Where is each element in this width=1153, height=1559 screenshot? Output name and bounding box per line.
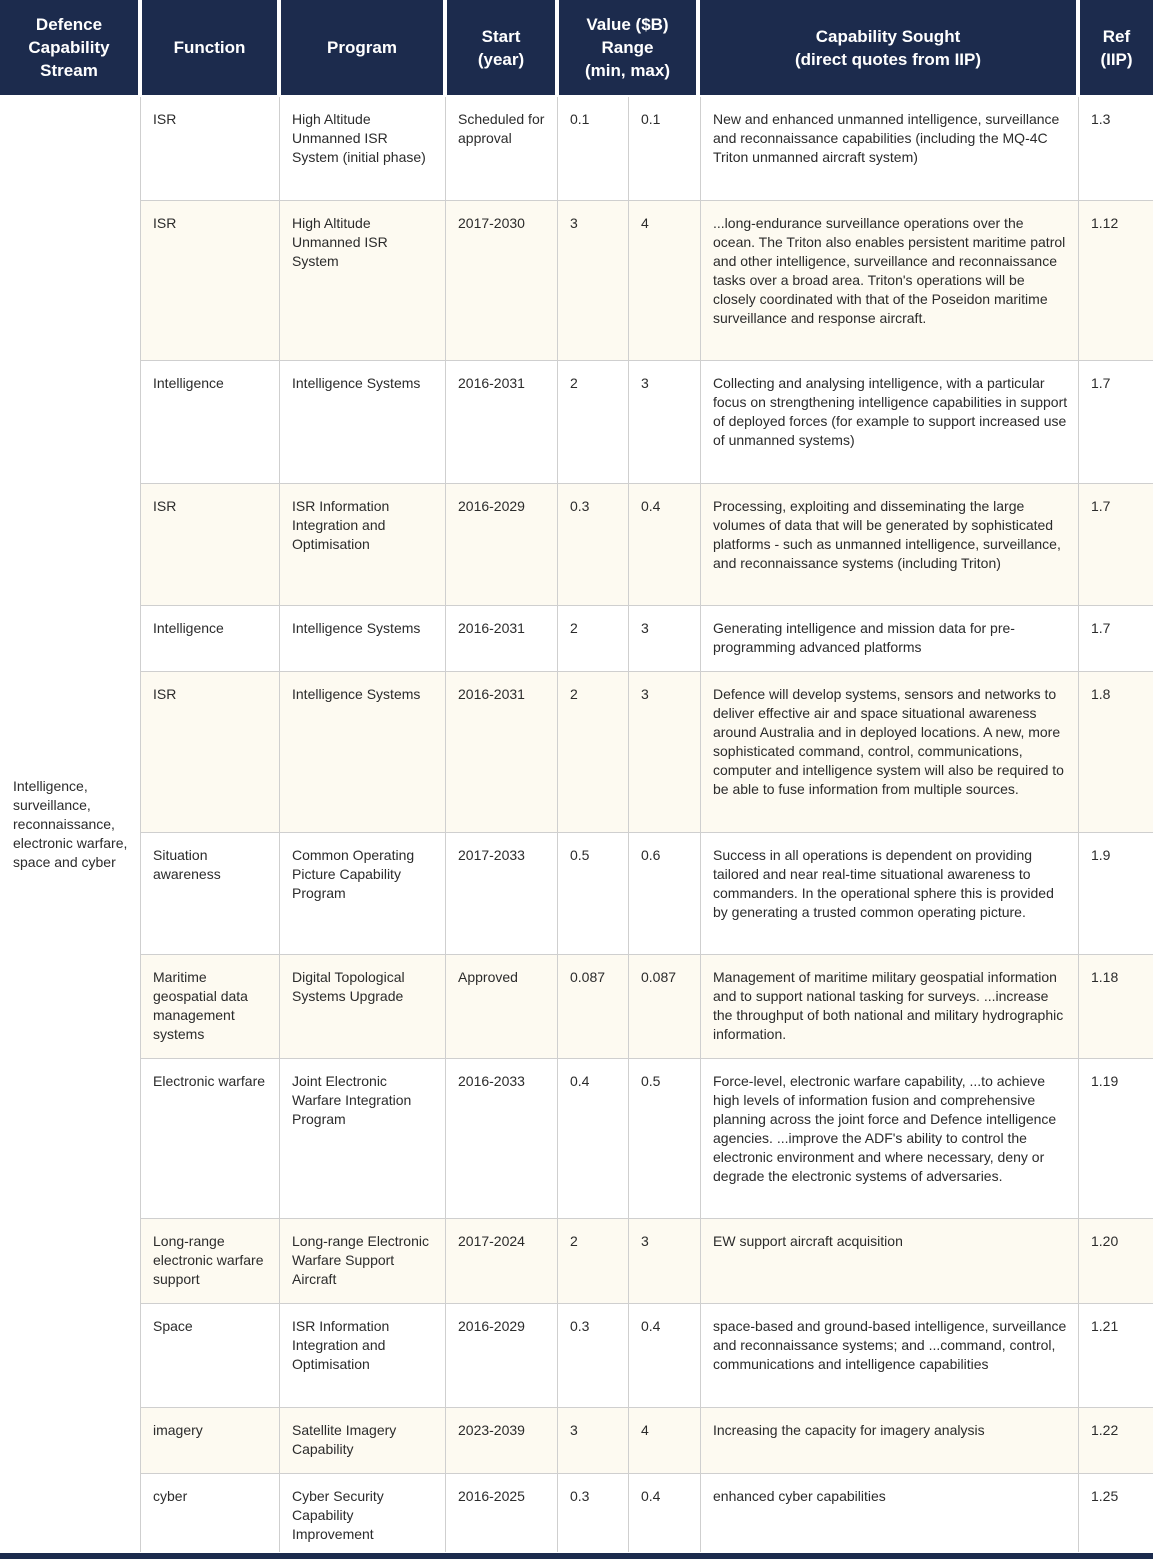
cell-start: 2016-2031 [446, 672, 558, 832]
cell-program: Joint Electronic Warfare Integration Program [280, 1059, 446, 1218]
cell-start: 2017-2030 [446, 201, 558, 360]
cell-capability: Collecting and analysing intelligence, with a particular focus on strengthening intelligence capabilities in support of deployed forces (for example to support increased use of unmanned systems) [701, 361, 1079, 483]
cell-capability: ...long-endurance surveillance operations over the ocean. The Triton also enables persistent maritime patrol and other intelligence, surveillance and reconnaissance tasks over a broad area. Triton's operations will be closely coordinated with that of the Poseidon maritime surveillance and response aircraft. [701, 201, 1079, 360]
cell-ref: 1.12 [1091, 215, 1119, 231]
cell-program: Satellite Imagery Capability [280, 1408, 446, 1473]
table-body [140, 97, 1153, 1552]
table-row [141, 833, 1153, 955]
cell-ref: 1.19 [1091, 1073, 1119, 1089]
cell-program: Common Operating Picture Capability Program [280, 833, 446, 954]
bottom-rule [0, 1553, 1153, 1559]
cell-function: Intelligence [141, 361, 280, 483]
cell-program: Intelligence Systems [280, 606, 446, 671]
cell-capability: EW support aircraft acquisition [701, 1219, 1079, 1303]
cell-capability: Success in all operations is dependent on providing tailored and near real-time situational awareness to commanders. In the operational sphere this is provided by generating a trusted common operating picture. [701, 833, 1079, 954]
cell-value-min: 0.3 [558, 1304, 629, 1407]
cell-value-max: 4 [629, 201, 701, 360]
header-function: Function [142, 0, 277, 95]
cell-function: ISR [141, 672, 280, 832]
table-row [141, 1219, 1153, 1304]
cell-function: Maritime geospatial data management systems [141, 955, 280, 1058]
cell-value-max: 3 [629, 361, 701, 483]
cell-ref: 1.7 [1091, 375, 1111, 391]
header-value: Value ($B) Range (min, max) [559, 0, 696, 95]
cell-ref: 1.20 [1091, 1233, 1119, 1249]
table-row [141, 606, 1153, 672]
cell-function: ISR [141, 201, 280, 360]
table-row [141, 484, 1153, 606]
table-row [141, 201, 1153, 361]
cell-program: Intelligence Systems [280, 361, 446, 483]
cell-capability: space-based and ground-based intelligence, surveillance and reconnaissance systems; and ...command, control, communications and intelligence capabilities [701, 1304, 1079, 1407]
cell-function: imagery [141, 1408, 280, 1473]
table-row [141, 1474, 1153, 1552]
cell-function: Long-range electronic warfare support [141, 1219, 280, 1303]
cell-ref: 1.7 [1091, 498, 1111, 514]
stream-cell [0, 97, 137, 1552]
cell-start: Approved [446, 955, 558, 1058]
cell-capability: Management of maritime military geospatial information and to support national tasking for surveys. ...increase the throughput of both national and military hydrographic information. [701, 955, 1079, 1058]
cell-value-max: 0.5 [629, 1059, 701, 1218]
table-row [141, 1408, 1153, 1474]
header-stream: Defence Capability Stream [0, 0, 138, 95]
cell-value-min: 0.3 [558, 1474, 629, 1552]
cell-capability: Defence will develop systems, sensors and networks to deliver effective air and space situational awareness around Australia and in deployed locations. A new, more sophisticated command, control, communications, computer and intelligence system will also be required to be able to fuse information from multiple sources. [701, 672, 1079, 832]
cell-value-min: 0.1 [558, 97, 629, 200]
cell-program: High Altitude Unmanned ISR System [280, 201, 446, 360]
cell-ref: 1.25 [1091, 1488, 1119, 1504]
cell-value-min: 2 [558, 1219, 629, 1303]
cell-start: 2016-2029 [446, 1304, 558, 1407]
cell-ref: 1.9 [1091, 847, 1111, 863]
table-row [141, 1304, 1153, 1408]
cell-program: ISR Information Integration and Optimisation [280, 1304, 446, 1407]
cell-function: ISR [141, 97, 280, 200]
cell-capability: New and enhanced unmanned intelligence, surveillance and reconnaissance capabilities (including the MQ-4C Triton unmanned aircraft system) [701, 97, 1079, 200]
table-row [141, 361, 1153, 484]
cell-value-max: 0.4 [629, 484, 701, 605]
cell-value-max: 3 [629, 672, 701, 832]
cell-value-max: 3 [629, 1219, 701, 1303]
cell-program: ISR Information Integration and Optimisation [280, 484, 446, 605]
cell-capability: Generating intelligence and mission data for pre-programming advanced platforms [701, 606, 1079, 671]
cell-ref: 1.21 [1091, 1318, 1119, 1334]
cell-value-min: 2 [558, 672, 629, 832]
table-row [141, 672, 1153, 833]
cell-value-max: 3 [629, 606, 701, 671]
cell-value-max: 0.6 [629, 833, 701, 954]
cell-program: Cyber Security Capability Improvement [280, 1474, 446, 1552]
cell-ref: 1.22 [1091, 1422, 1119, 1438]
cell-value-min: 0.4 [558, 1059, 629, 1218]
cell-capability: enhanced cyber capabilities [701, 1474, 1079, 1552]
table-row [141, 97, 1153, 201]
cell-function: cyber [141, 1474, 280, 1552]
cell-program: Long-range Electronic Warfare Support Aircraft [280, 1219, 446, 1303]
cell-start: Scheduled for approval [446, 97, 558, 200]
cell-function: ISR [141, 484, 280, 605]
stream-label: Intelligence, surveillance, reconnaissance, electronic warfare, space and cyber [13, 778, 128, 870]
cell-program: Digital Topological Systems Upgrade [280, 955, 446, 1058]
cell-value-max: 0.087 [629, 955, 701, 1058]
cell-value-min: 0.3 [558, 484, 629, 605]
cell-value-max: 0.4 [629, 1474, 701, 1552]
cell-value-min: 0.5 [558, 833, 629, 954]
cell-start: 2016-2031 [446, 361, 558, 483]
header-program: Program [281, 0, 443, 95]
table-row [141, 1059, 1153, 1219]
cell-start: 2017-2024 [446, 1219, 558, 1303]
table-row [141, 955, 1153, 1059]
cell-function: Space [141, 1304, 280, 1407]
cell-value-max: 0.1 [629, 97, 701, 200]
cell-program: High Altitude Unmanned ISR System (initial phase) [280, 97, 446, 200]
cell-value-min: 0.087 [558, 955, 629, 1058]
cell-ref: 1.7 [1091, 620, 1111, 636]
cell-ref: 1.8 [1091, 686, 1111, 702]
cell-start: 2017-2033 [446, 833, 558, 954]
cell-capability: Force-level, electronic warfare capability, ...to achieve high levels of information fusion and comprehensive planning across the joint force and Defence intelligence agencies. ...improve the ADF's ability to control the electronic environment and where necessary, deny or degrade the electronic systems of adversaries. [701, 1059, 1079, 1218]
cell-value-min: 3 [558, 1408, 629, 1473]
cell-function: Electronic warfare [141, 1059, 280, 1218]
header-ref: Ref (IIP) [1080, 0, 1153, 95]
cell-value-max: 0.4 [629, 1304, 701, 1407]
cell-function: Intelligence [141, 606, 280, 671]
cell-value-max: 4 [629, 1408, 701, 1473]
header-capability: Capability Sought (direct quotes from IIP) [700, 0, 1076, 95]
cell-start: 2016-2029 [446, 484, 558, 605]
cell-start: 2023-2039 [446, 1408, 558, 1473]
cell-capability: Increasing the capacity for imagery analysis [701, 1408, 1079, 1473]
cell-value-min: 3 [558, 201, 629, 360]
cell-capability: Processing, exploiting and disseminating the large volumes of data that will be generated by sophisticated platforms - such as unmanned intelligence, surveillance, and reconnaissance systems (including Triton) [701, 484, 1079, 605]
cell-start: 2016-2031 [446, 606, 558, 671]
cell-ref: 1.18 [1091, 969, 1119, 985]
header-start: Start (year) [447, 0, 555, 95]
cell-ref: 1.3 [1091, 111, 1111, 127]
cell-function: Situation awareness [141, 833, 280, 954]
cell-value-min: 2 [558, 606, 629, 671]
cell-program: Intelligence Systems [280, 672, 446, 832]
cell-start: 2016-2025 [446, 1474, 558, 1552]
cell-value-min: 2 [558, 361, 629, 483]
cell-start: 2016-2033 [446, 1059, 558, 1218]
